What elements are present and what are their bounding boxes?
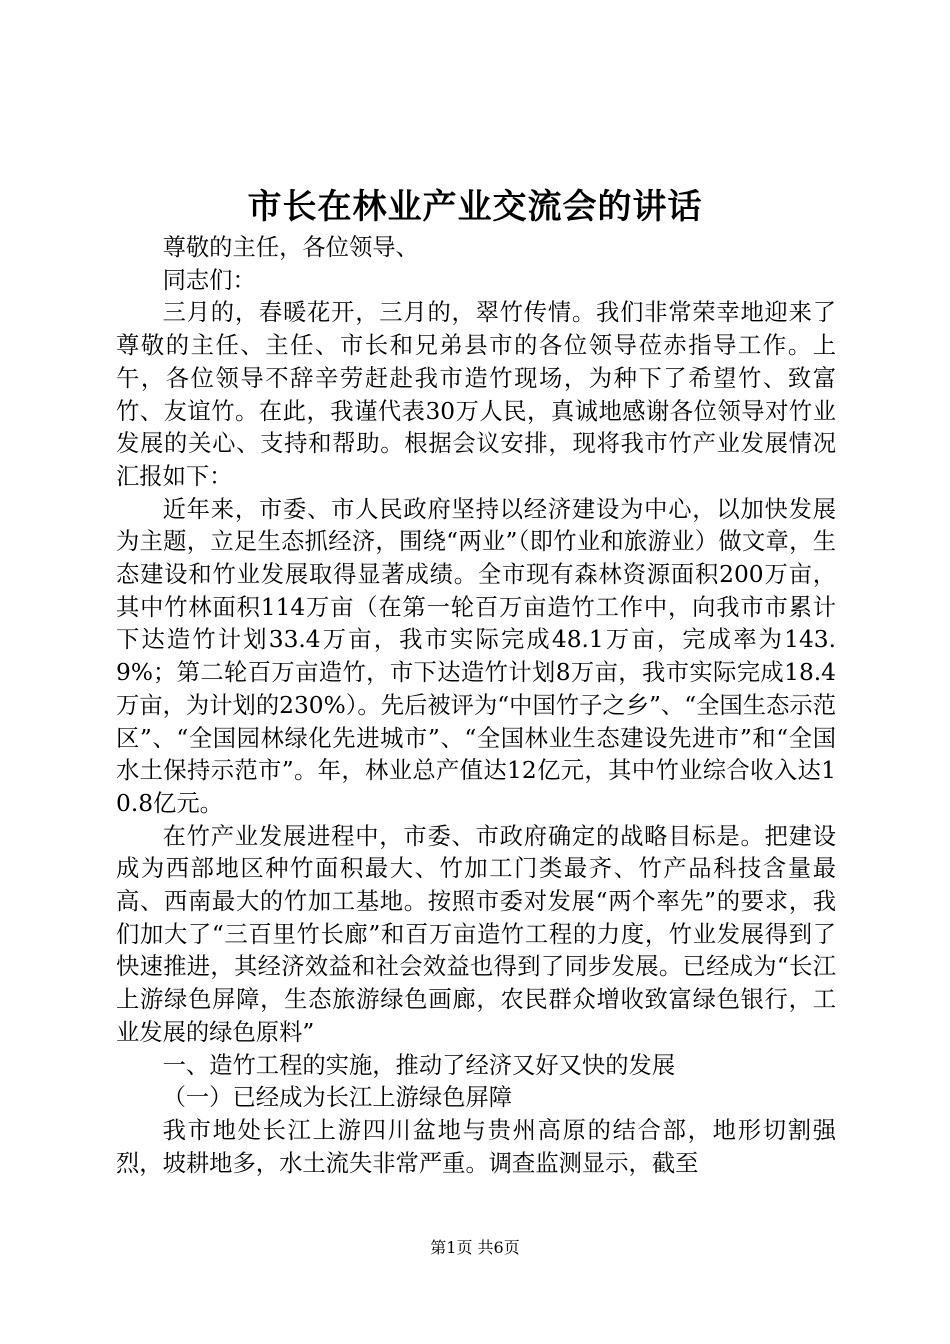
document-title: 市长在林业产业交流会的讲话 — [247, 187, 703, 227]
paragraph-geography: 我市地处长江上游四川盆地与贵州高原的结合部，地形切割强烈，坡耕地多，水土流失非常严重。调查监测显示，截至 — [116, 1116, 836, 1177]
paragraph-strategy: 在竹产业发展进程中，市委、市政府确定的战略目标是。把建设成为西部地区种竹面积最大、竹加工门类最齐、竹产品科技含量最高、西南最大的竹加工基地。按照市委对发展“两个率先”的要求，我们加大了“三百里竹长廊”和百万亩造竹工程的力度，竹业发展得到了快速推进，其经济效益和社会效益也得到了同步发展。已经成为“长江上游绿色屏障，生态旅游绿色画廊，农民群众增收致富绿色银行，工业发展的绿色原料” — [116, 822, 836, 1046]
salutation-line-2: 同志们： — [162, 266, 256, 294]
subsection-heading-1: （一）已经成为长江上游绿色屏障 — [162, 1084, 513, 1112]
salutation-line-1: 尊敬的主任，各位领导、 — [162, 234, 419, 261]
section-heading-1: 一、造竹工程的实施，推动了经济又好又快的发展 — [162, 1051, 676, 1079]
paragraph-overview: 近年来，市委、市人民政府坚持以经济建设为中心，以加快发展为主题，立足生态抓经济，围绕“两业”（即竹业和旅游业）做文章，生态建设和竹业发展取得显著成绩。全市现有森林资源面积200万亩，其中竹林面积114万亩（在第一轮百万亩造竹工作中，向我市市累计下达造竹计划33.4万亩，我市实际完成48.1万亩，完成率为143.9%；第二轮百万亩造竹，市下达造竹计划8万亩，我市实际完成18.4万亩，为计划的230%）。先后被评为“中国竹子之乡”、“全国生态示范区”、“全国园林绿化先进城市”、“全国林业生态建设先进市”和“全国水土保持示范市”。年，林业总产值达12亿元，其中竹业综合收入达10.8亿元。 — [116, 495, 836, 817]
paragraph-opening: 三月的，春暖花开，三月的，翠竹传情。我们非常荣幸地迎来了尊敬的主任、主任、市长和兄弟县市的各位领导莅赤指导工作。上午，各位领导不辞辛劳赶赴我市造竹现场，为种下了希望竹、致富竹、友谊竹。在此，我谨代表30万人民，真诚地感谢各位领导对竹业发展的关心、支持和帮助。根据会议安排，现将我市竹产业发展情况汇报如下： — [116, 299, 836, 490]
document-body — [116, 232, 836, 1180]
page-footer: 第1页 共6页 — [430, 1238, 520, 1257]
